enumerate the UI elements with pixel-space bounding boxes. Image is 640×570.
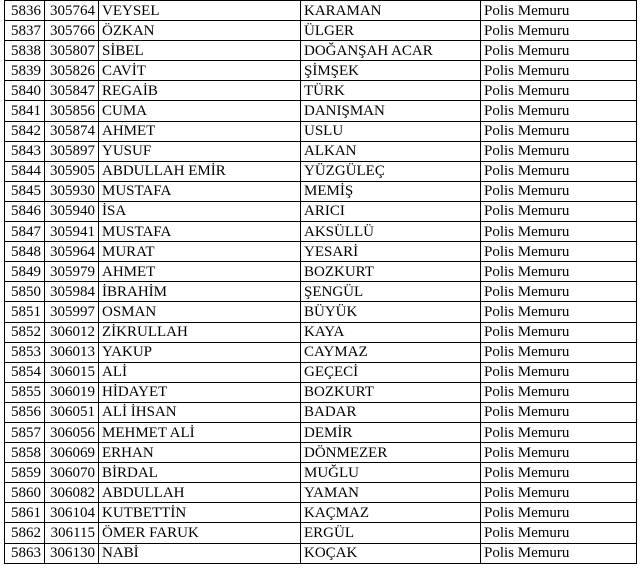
- last-name-cell: GEÇECİ: [301, 362, 481, 382]
- registry-number-cell: 305930: [45, 181, 99, 201]
- job-title-cell: Polis Memuru: [481, 201, 637, 221]
- last-name-cell: TÜRK: [301, 81, 481, 101]
- first-name-cell: YUSUF: [99, 141, 301, 161]
- last-name-cell: BOZKURT: [301, 262, 481, 282]
- registry-number-cell: 305979: [45, 262, 99, 282]
- first-name-cell: HİDAYET: [99, 382, 301, 402]
- row-number-cell: 5836: [5, 1, 45, 21]
- job-title-cell: Polis Memuru: [481, 61, 637, 81]
- job-title-cell: Polis Memuru: [481, 503, 637, 523]
- registry-number-cell: 305940: [45, 201, 99, 221]
- job-title-cell: Polis Memuru: [481, 161, 637, 181]
- row-number-cell: 5838: [5, 41, 45, 61]
- registry-number-cell: 306115: [45, 523, 99, 543]
- last-name-cell: DÖNMEZER: [301, 443, 481, 463]
- table-row: [5, 1, 637, 21]
- last-name-cell: MEMİŞ: [301, 181, 481, 201]
- last-name-cell: DOĞANŞAH ACAR: [301, 41, 481, 61]
- table-row: [5, 262, 637, 282]
- row-number-cell: 5852: [5, 322, 45, 342]
- row-number-cell: 5841: [5, 101, 45, 121]
- first-name-cell: ÖZKAN: [99, 21, 301, 41]
- table-row: [5, 61, 637, 81]
- table-row: [5, 543, 637, 563]
- row-number-cell: 5845: [5, 181, 45, 201]
- job-title-cell: Polis Memuru: [481, 181, 637, 201]
- row-number-cell: 5862: [5, 523, 45, 543]
- job-title-cell: Polis Memuru: [481, 402, 637, 422]
- table-row: [5, 282, 637, 302]
- first-name-cell: ERHAN: [99, 443, 301, 463]
- registry-number-cell: 306012: [45, 322, 99, 342]
- registry-number-cell: 306104: [45, 503, 99, 523]
- first-name-cell: SİBEL: [99, 41, 301, 61]
- last-name-cell: ARICI: [301, 201, 481, 221]
- registry-number-cell: 305766: [45, 21, 99, 41]
- first-name-cell: İBRAHİM: [99, 282, 301, 302]
- job-title-cell: Polis Memuru: [481, 282, 637, 302]
- registry-number-cell: 306019: [45, 382, 99, 402]
- last-name-cell: BADAR: [301, 402, 481, 422]
- last-name-cell: DEMİR: [301, 422, 481, 442]
- last-name-cell: ALKAN: [301, 141, 481, 161]
- table-row: [5, 523, 637, 543]
- table-row: [5, 242, 637, 262]
- row-number-cell: 5837: [5, 21, 45, 41]
- table-row: [5, 141, 637, 161]
- registry-number-cell: 305897: [45, 141, 99, 161]
- row-number-cell: 5853: [5, 342, 45, 362]
- row-number-cell: 5840: [5, 81, 45, 101]
- job-title-cell: Polis Memuru: [481, 222, 637, 242]
- job-title-cell: Polis Memuru: [481, 41, 637, 61]
- last-name-cell: BÜYÜK: [301, 302, 481, 322]
- first-name-cell: REGAİB: [99, 81, 301, 101]
- first-name-cell: CAVİT: [99, 61, 301, 81]
- first-name-cell: BİRDAL: [99, 463, 301, 483]
- first-name-cell: KUTBETTİN: [99, 503, 301, 523]
- last-name-cell: YÜZGÜLEÇ: [301, 161, 481, 181]
- table-row: [5, 81, 637, 101]
- first-name-cell: CUMA: [99, 101, 301, 121]
- personnel-table: [4, 0, 637, 564]
- job-title-cell: Polis Memuru: [481, 302, 637, 322]
- row-number-cell: 5861: [5, 503, 45, 523]
- row-number-cell: 5839: [5, 61, 45, 81]
- first-name-cell: MUSTAFA: [99, 181, 301, 201]
- table-row: [5, 402, 637, 422]
- last-name-cell: DANIŞMAN: [301, 101, 481, 121]
- job-title-cell: Polis Memuru: [481, 342, 637, 362]
- last-name-cell: KOÇAK: [301, 543, 481, 563]
- job-title-cell: Polis Memuru: [481, 21, 637, 41]
- first-name-cell: NABİ: [99, 543, 301, 563]
- row-number-cell: 5844: [5, 161, 45, 181]
- job-title-cell: Polis Memuru: [481, 262, 637, 282]
- first-name-cell: ZİKRULLAH: [99, 322, 301, 342]
- registry-number-cell: 306015: [45, 362, 99, 382]
- row-number-cell: 5855: [5, 382, 45, 402]
- row-number-cell: 5850: [5, 282, 45, 302]
- last-name-cell: CAYMAZ: [301, 342, 481, 362]
- registry-number-cell: 305826: [45, 61, 99, 81]
- job-title-cell: Polis Memuru: [481, 422, 637, 442]
- first-name-cell: ÖMER FARUK: [99, 523, 301, 543]
- table-row: [5, 222, 637, 242]
- job-title-cell: Polis Memuru: [481, 81, 637, 101]
- registry-number-cell: 306069: [45, 443, 99, 463]
- last-name-cell: MUĞLU: [301, 463, 481, 483]
- first-name-cell: MURAT: [99, 242, 301, 262]
- table-row: [5, 201, 637, 221]
- last-name-cell: AKSÜLLÜ: [301, 222, 481, 242]
- last-name-cell: USLU: [301, 121, 481, 141]
- job-title-cell: Polis Memuru: [481, 101, 637, 121]
- job-title-cell: Polis Memuru: [481, 242, 637, 262]
- last-name-cell: KAÇMAZ: [301, 503, 481, 523]
- last-name-cell: YAMAN: [301, 483, 481, 503]
- row-number-cell: 5859: [5, 463, 45, 483]
- row-number-cell: 5847: [5, 222, 45, 242]
- row-number-cell: 5856: [5, 402, 45, 422]
- registry-number-cell: 306070: [45, 463, 99, 483]
- first-name-cell: MUSTAFA: [99, 222, 301, 242]
- first-name-cell: ABDULLAH EMİR: [99, 161, 301, 181]
- job-title-cell: Polis Memuru: [481, 382, 637, 402]
- registry-number-cell: 305941: [45, 222, 99, 242]
- job-title-cell: Polis Memuru: [481, 443, 637, 463]
- first-name-cell: AHMET: [99, 121, 301, 141]
- registry-number-cell: 305964: [45, 242, 99, 262]
- job-title-cell: Polis Memuru: [481, 463, 637, 483]
- table-row: [5, 101, 637, 121]
- registry-number-cell: 305984: [45, 282, 99, 302]
- registry-number-cell: 306013: [45, 342, 99, 362]
- registry-number-cell: 305874: [45, 121, 99, 141]
- last-name-cell: ŞİMŞEK: [301, 61, 481, 81]
- table-body: [5, 1, 637, 564]
- registry-number-cell: 306130: [45, 543, 99, 563]
- row-number-cell: 5860: [5, 483, 45, 503]
- last-name-cell: KARAMAN: [301, 1, 481, 21]
- last-name-cell: ÜLGER: [301, 21, 481, 41]
- first-name-cell: ALİ: [99, 362, 301, 382]
- row-number-cell: 5851: [5, 302, 45, 322]
- registry-number-cell: 305807: [45, 41, 99, 61]
- last-name-cell: KAYA: [301, 322, 481, 342]
- table-row: [5, 483, 637, 503]
- table-row: [5, 121, 637, 141]
- first-name-cell: YAKUP: [99, 342, 301, 362]
- table-row: [5, 362, 637, 382]
- row-number-cell: 5857: [5, 422, 45, 442]
- registry-number-cell: 306082: [45, 483, 99, 503]
- table-row: [5, 342, 637, 362]
- registry-number-cell: 305856: [45, 101, 99, 121]
- job-title-cell: Polis Memuru: [481, 362, 637, 382]
- row-number-cell: 5842: [5, 121, 45, 141]
- last-name-cell: ERGÜL: [301, 523, 481, 543]
- table-row: [5, 161, 637, 181]
- job-title-cell: Polis Memuru: [481, 483, 637, 503]
- last-name-cell: ŞENGÜL: [301, 282, 481, 302]
- first-name-cell: ABDULLAH: [99, 483, 301, 503]
- table-row: [5, 21, 637, 41]
- first-name-cell: İSA: [99, 201, 301, 221]
- table-row: [5, 503, 637, 523]
- table-row: [5, 322, 637, 342]
- first-name-cell: VEYSEL: [99, 1, 301, 21]
- row-number-cell: 5858: [5, 443, 45, 463]
- row-number-cell: 5849: [5, 262, 45, 282]
- table-row: [5, 302, 637, 322]
- registry-number-cell: 306056: [45, 422, 99, 442]
- table-row: [5, 382, 637, 402]
- first-name-cell: ALİ İHSAN: [99, 402, 301, 422]
- first-name-cell: OSMAN: [99, 302, 301, 322]
- first-name-cell: MEHMET ALİ: [99, 422, 301, 442]
- last-name-cell: YESARİ: [301, 242, 481, 262]
- row-number-cell: 5854: [5, 362, 45, 382]
- registry-number-cell: 305905: [45, 161, 99, 181]
- table-row: [5, 181, 637, 201]
- table-row: [5, 463, 637, 483]
- row-number-cell: 5846: [5, 201, 45, 221]
- registry-number-cell: 305847: [45, 81, 99, 101]
- row-number-cell: 5863: [5, 543, 45, 563]
- job-title-cell: Polis Memuru: [481, 1, 637, 21]
- first-name-cell: AHMET: [99, 262, 301, 282]
- table-row: [5, 41, 637, 61]
- registry-number-cell: 305997: [45, 302, 99, 322]
- job-title-cell: Polis Memuru: [481, 543, 637, 563]
- last-name-cell: BOZKURT: [301, 382, 481, 402]
- job-title-cell: Polis Memuru: [481, 141, 637, 161]
- table-row: [5, 443, 637, 463]
- table-row: [5, 422, 637, 442]
- row-number-cell: 5843: [5, 141, 45, 161]
- registry-number-cell: 305764: [45, 1, 99, 21]
- job-title-cell: Polis Memuru: [481, 322, 637, 342]
- registry-number-cell: 306051: [45, 402, 99, 422]
- job-title-cell: Polis Memuru: [481, 121, 637, 141]
- job-title-cell: Polis Memuru: [481, 523, 637, 543]
- row-number-cell: 5848: [5, 242, 45, 262]
